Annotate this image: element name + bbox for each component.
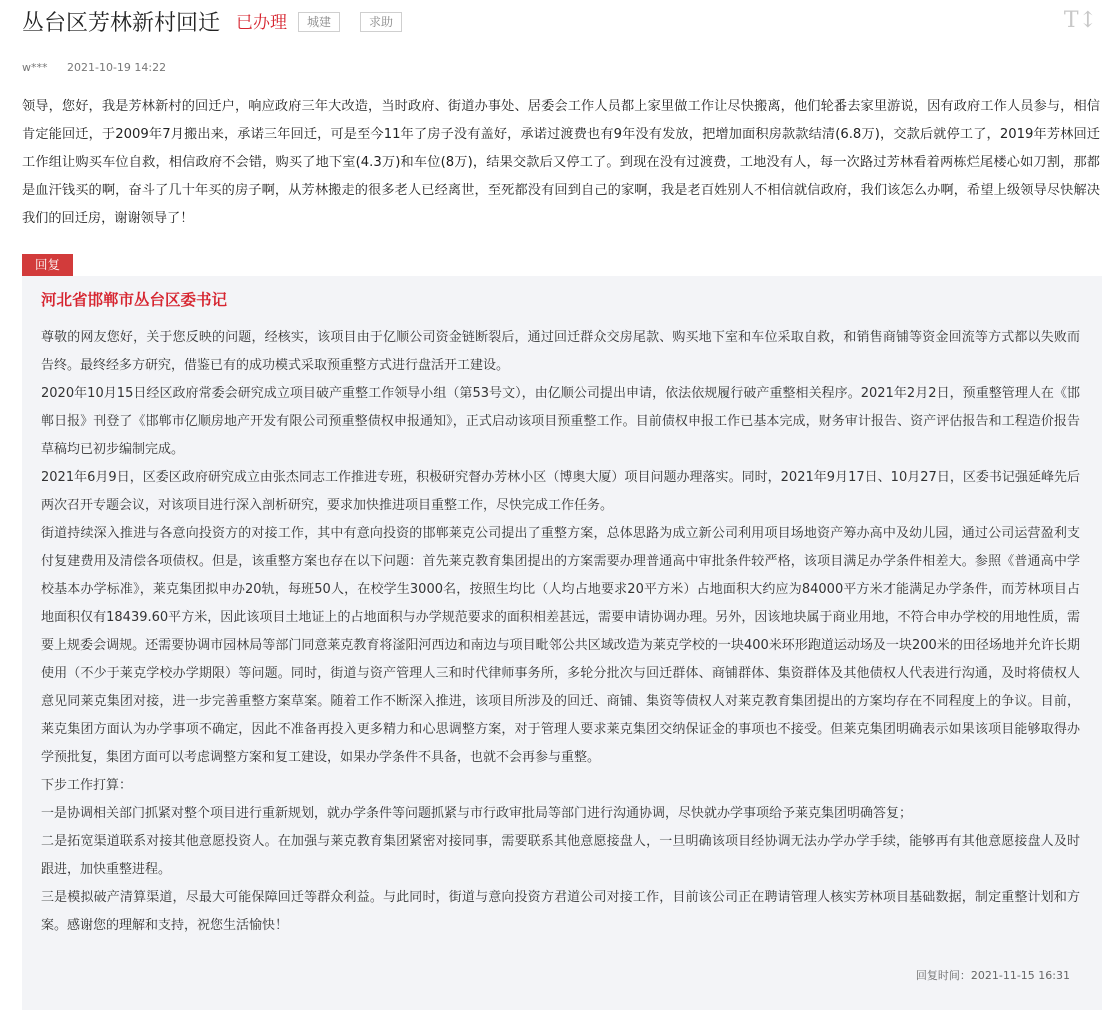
reply-time: 回复时间：2021-11-15 16:31 bbox=[915, 969, 1070, 982]
reply-paragraph: 下步工作打算： bbox=[41, 778, 133, 793]
reply-paragraph: 一是协调相关部门抓紧对整个项目进行重新规划，就办学条件等问题抓紧与市行政审批局等部门进行沟通协调，尽快就办学事项给予莱克集团明确答复； bbox=[41, 806, 913, 821]
reply-paragraph: 二是拓宽渠道联系对接其他意愿投资人。在加强与莱克教育集团紧密对接同事，需要联系其他意愿接盘人，一旦明确该项目经协调无法办学办学手续，能够再有其他意愿接盘人及时跟进，加快重整进程。 bbox=[41, 834, 1080, 877]
reply-paragraph: 尊敬的网友您好，关于您反映的问题，经核实，该项目由于亿顺公司资金链断裂后，通过回迁群众交房尾款、购买地下室和车位采取自救，和销售商铺等资金回流等方式都以失败而告终。最终经多方研究，借鉴已有的成功模式采取预重整方式进行盘活开工建设。 bbox=[41, 330, 1080, 373]
page-title: 丛台区芳林新村回迁 bbox=[22, 11, 221, 36]
reply-paragraph: 街道持续深入推进与各意向投资方的对接工作，其中有意向投资的邯郸莱克公司提出了重整方案，总体思路为成立新公司利用项目场地资产筹办高中及幼儿园，通过公司运营盈利支付复建费用及清偿各项债权。但是，该重整方案也存在以下问题：首先莱克教育集团提出的方案需要办理普通高中审批条件较严格，该项目满足办学条件相差大。参照《普通高中学校基本办学标准》，莱克集团拟申办20轨，每班50人，在校学生3000名，按照生均比（人均占地要求20平方米）占地面积大约应为84000平方米才能满足办学条件，而芳林项目占地面积仅有18439.60平方米，因此该项目土地证上的占地面积与办学规范要求的面积相差甚远，需要申请协调办理。另外，因该地块属于商业用地，不符合申办学校的用地性质，需要上规委会调规。还需要协调市园林局等部门同意莱克教育将滏阳河西边和南边与项目毗邻公共区域改造为莱克学校的一块400米环形跑道运动场及一块200米的田径场地并允许长期使用（不少于莱克学校办学期限）等问题。同时，街道与资产管理人三和时代律师事务所，多轮分批次与回迁群体、商铺群体、集资群体及其他债权人代表进行沟通，及时将债权人意见同莱克集团对接，进一步完善重整方案草案。随着工作不断深入推进，该项目所涉及的回迁、商铺、集资等债权人对莱克教育集团提出的方案均存在不同程度上的争议。目前，莱克集团方面认为办学事项不确定，因此不准备再投入更多精力和心思调整方案，对于管理人要求莱克集团交纳保证金的事项也不接受。但莱克集团明确表示如果该项目能够取得办学预批复，集团方面可以考虑调整方案和复工建设，如果办学条件不具备，也就不会再参与重整。 bbox=[41, 526, 1080, 765]
reply-body bbox=[41, 324, 1080, 940]
status-label: 已办理 bbox=[236, 13, 287, 33]
post-meta bbox=[22, 60, 166, 76]
reply-paragraph: 2021年6月9日，区委区政府研究成立由张杰同志工作推进专班，积极研究督办芳林小区（博奥大厦）项目问题办理落实。同时，2021年9月17日、10月27日，区委书记强延峰先后两次召开专题会议，对该项目进行深入剖析研究，要求加快推进项目重整工作，尽快完成工作任务。 bbox=[41, 470, 1080, 513]
page-header bbox=[22, 8, 1097, 44]
tag-type[interactable]: 求助 bbox=[360, 12, 402, 32]
reply-paragraph: 三是模拟破产清算渠道，尽最大可能保障回迁等群众利益。与此同时，街道与意向投资方君道公司对接工作，目前该公司正在聘请管理人核实芳林项目基础数据，制定重整计划和方案。感谢您的理解和支持，祝您生活愉快！ bbox=[41, 890, 1080, 933]
reply-paragraph: 2020年10月15日经区政府常委会研究成立项目破产重整工作领导小组（第53号文），由亿顺公司提出申请，依法依规履行破产重整相关程序。2021年2月2日，预重整管理人在《邯郸日报》刊登了《邯郸市亿顺房地产开发有限公司预重整债权申报通知》，正式启动该项目预重整工作。目前债权申报工作已基本完成，财务审计报告、资产评估报告和工程造价报告草稿均已初步编制完成。 bbox=[41, 386, 1080, 457]
reply-department: 河北省邯郸市丛台区委书记 bbox=[41, 291, 228, 309]
reply-badge: 回复 bbox=[22, 254, 73, 276]
post-time: 2021-10-19 14:22 bbox=[67, 61, 167, 74]
font-size-icon[interactable]: T↕ bbox=[1063, 8, 1097, 33]
tag-category[interactable]: 城建 bbox=[298, 12, 340, 32]
reply-panel bbox=[22, 276, 1102, 1010]
author-name: w*** bbox=[22, 61, 48, 74]
question-body: 领导，您好，我是芳林新村的回迁户，响应政府三年大改造，当时政府、街道办事处、居委会工作人员都上家里做工作让尽快搬离，他们轮番去家里游说，因有政府工作人员参与，相信肯定能回迁，于2009年7月搬出来，承诺三年回迁，可是至今11年了房子没有盖好，承诺过渡费也有9年没有发放，把增加面积房款款结清(6.8万)，交款后就停工了，2019年芳林回迁工作组让购买车位自救，相信政府不会错，购买了地下室(4.3万)和车位(8万)，结果交款后又停工了。到现在没有过渡费，工地没有人，每一次路过芳林看着两栋烂尾楼心如刀割，那都是血汗钱买的啊，奋斗了几十年买的房子啊，从芳林搬走的很多老人已经离世，至死都没有回到自己的家啊，我是老百姓别人不相信就信政府，我们该怎么办啊，希望上级领导尽快解决我们的回迁房，谢谢领导了！ bbox=[22, 99, 1100, 226]
